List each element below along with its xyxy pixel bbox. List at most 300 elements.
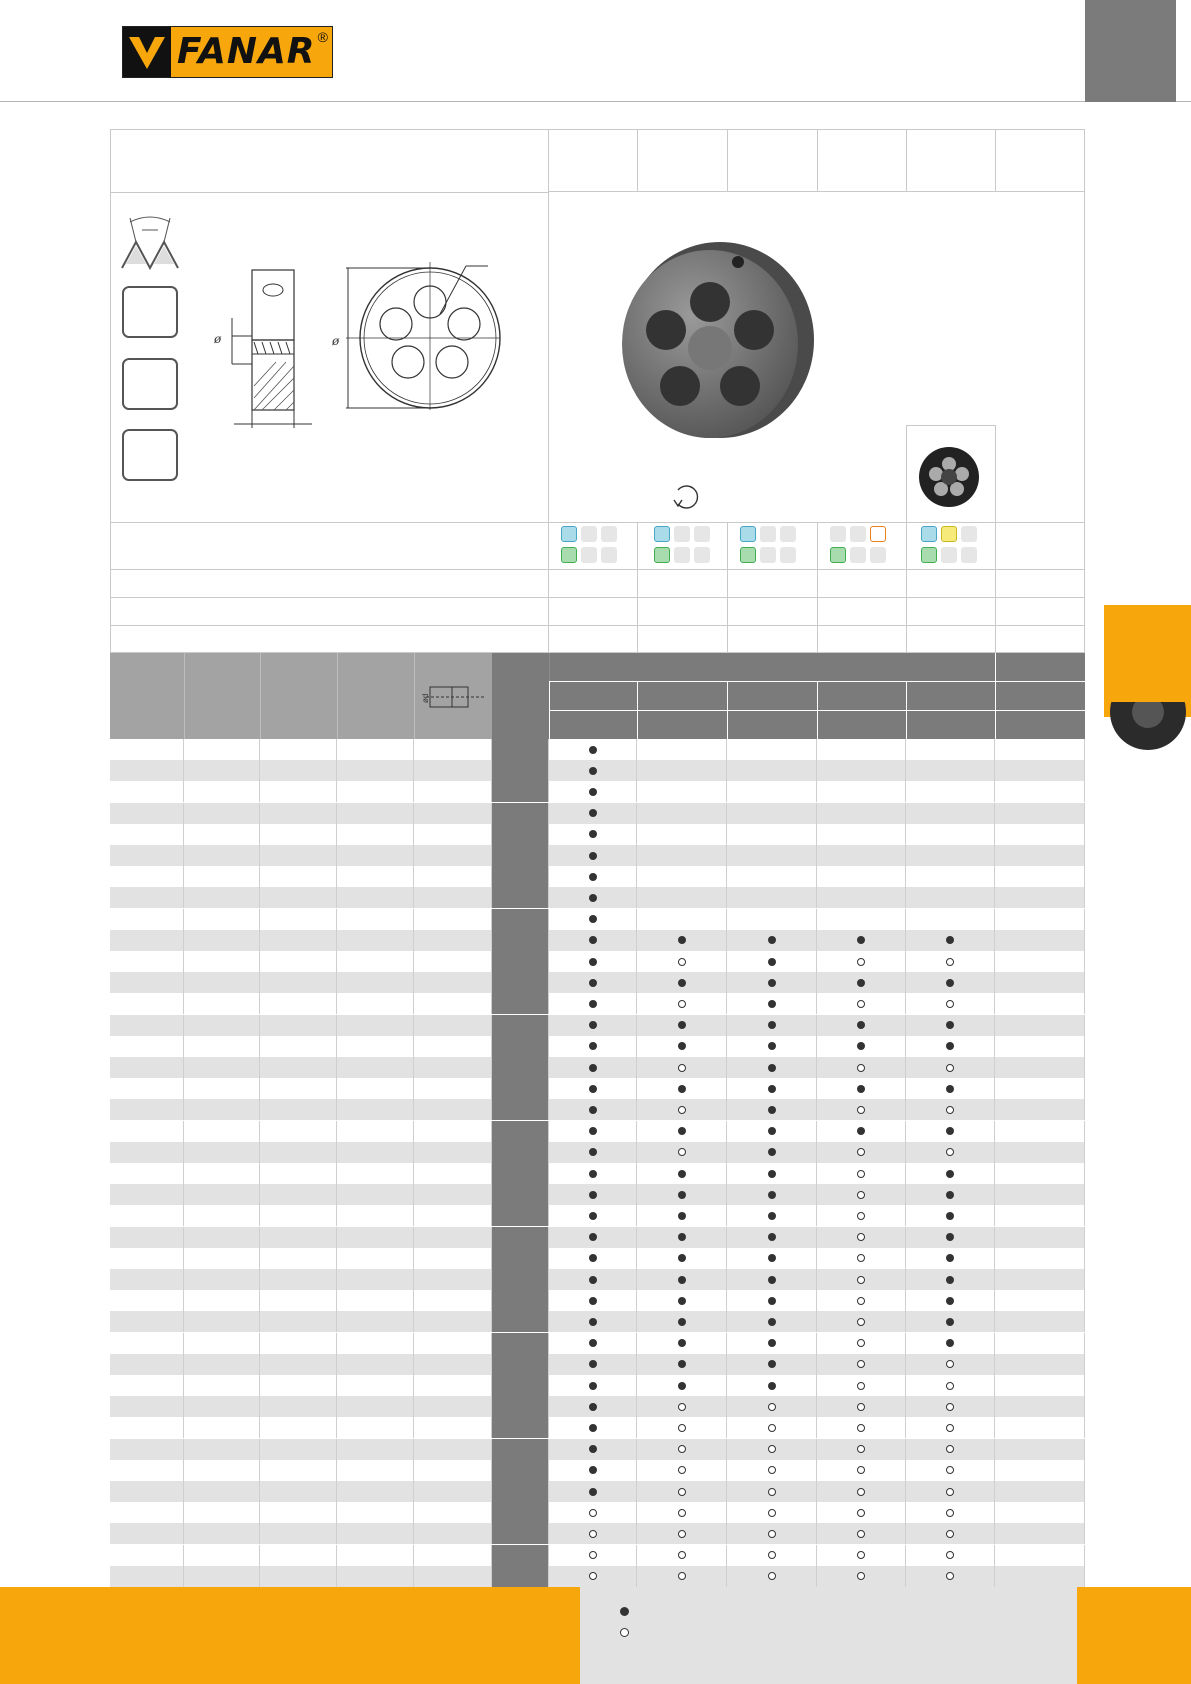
table-cell xyxy=(414,1523,492,1544)
available-dot xyxy=(946,1212,954,1220)
on-request-dot xyxy=(946,958,954,966)
on-request-dot xyxy=(768,1509,776,1517)
code-cell xyxy=(492,845,549,866)
availability-cell xyxy=(817,887,906,908)
availability-cell xyxy=(549,866,637,887)
table-cell xyxy=(110,1227,184,1248)
blank-box-icon xyxy=(122,286,178,338)
availability-cell xyxy=(549,1417,637,1438)
availability-cell xyxy=(817,1036,906,1057)
material-swatch xyxy=(601,547,617,563)
availability-cell xyxy=(817,845,906,866)
table-cell xyxy=(337,993,414,1014)
table-cell xyxy=(260,739,337,760)
availability-cell xyxy=(727,866,817,887)
availability-cell xyxy=(637,1439,727,1460)
availability-cell xyxy=(906,1502,995,1523)
available-dot xyxy=(768,1170,776,1178)
extra-cell xyxy=(995,1163,1085,1184)
on-request-dot xyxy=(768,1445,776,1453)
availability-cell xyxy=(817,1121,906,1142)
availability-cell xyxy=(906,1057,995,1078)
table-cell xyxy=(260,1460,337,1481)
table-cell xyxy=(260,1078,337,1099)
table-cell xyxy=(337,824,414,845)
code-cell xyxy=(492,930,549,951)
table-cell xyxy=(184,1545,260,1566)
brand-logo xyxy=(122,26,333,78)
available-dot xyxy=(589,809,597,817)
availability-cell xyxy=(637,824,727,845)
code-cell xyxy=(492,1036,549,1057)
availability-cell xyxy=(817,1057,906,1078)
table-cell xyxy=(337,1099,414,1120)
availability-cell xyxy=(727,739,817,760)
availability-cell xyxy=(637,1121,727,1142)
extra-cell xyxy=(995,930,1085,951)
availability-cell xyxy=(637,1566,727,1587)
availability-cell xyxy=(549,972,637,993)
availability-cell xyxy=(727,1036,817,1057)
availability-cell xyxy=(549,1375,637,1396)
available-dot xyxy=(768,1148,776,1156)
available-dot xyxy=(946,1085,954,1093)
available-dot xyxy=(589,979,597,987)
table-row xyxy=(110,993,1085,1014)
availability-cell xyxy=(906,1396,995,1417)
table-cell xyxy=(414,1248,492,1269)
availability-cell xyxy=(817,951,906,972)
code-cell xyxy=(492,1439,549,1460)
table-cell xyxy=(337,1354,414,1375)
rotation-arrow-icon xyxy=(668,482,700,510)
availability-cell xyxy=(906,1523,995,1544)
availability-cell xyxy=(817,1523,906,1544)
availability-cell xyxy=(727,803,817,824)
available-dot xyxy=(589,1170,597,1178)
availability-cell xyxy=(727,760,817,781)
table-cell xyxy=(260,1311,337,1332)
availability-cell xyxy=(727,781,817,802)
availability-cell xyxy=(817,993,906,1014)
available-dot xyxy=(589,1042,597,1050)
availability-cell xyxy=(817,1078,906,1099)
table-cell xyxy=(260,1545,337,1566)
available-dot xyxy=(768,1212,776,1220)
availability-cell xyxy=(549,1566,637,1587)
availability-cell xyxy=(727,1078,817,1099)
code-cell xyxy=(492,887,549,908)
table-cell xyxy=(184,1142,260,1163)
table-cell xyxy=(414,1184,492,1205)
availability-cell xyxy=(637,1311,727,1332)
availability-cell xyxy=(549,1015,637,1036)
availability-cell xyxy=(637,1269,727,1290)
code-cell xyxy=(492,1523,549,1544)
table-cell xyxy=(110,1396,184,1417)
extra-cell xyxy=(995,1460,1085,1481)
code-cell xyxy=(492,1057,549,1078)
code-cell xyxy=(492,760,549,781)
on-request-dot xyxy=(768,1572,776,1580)
table-cell xyxy=(184,1417,260,1438)
table-cell xyxy=(184,1184,260,1205)
table-cell xyxy=(414,1333,492,1354)
table-cell xyxy=(110,1545,184,1566)
availability-cell xyxy=(727,1121,817,1142)
table-cell xyxy=(337,1227,414,1248)
availability-cell xyxy=(906,1036,995,1057)
diameter-symbol: ø xyxy=(214,332,222,346)
table-cell xyxy=(260,1354,337,1375)
available-dot xyxy=(678,1382,686,1390)
table-cell xyxy=(184,1227,260,1248)
on-request-dot xyxy=(768,1403,776,1411)
available-dot xyxy=(857,1042,865,1050)
available-dot xyxy=(678,1318,686,1326)
table-row xyxy=(110,1227,1085,1248)
available-dot xyxy=(589,1000,597,1008)
availability-cell xyxy=(817,909,906,930)
table-cell xyxy=(337,887,414,908)
available-dot xyxy=(589,1148,597,1156)
available-dot xyxy=(589,1466,597,1474)
material-swatch xyxy=(694,547,710,563)
on-request-dot xyxy=(857,1064,865,1072)
footer-orange-left xyxy=(0,1587,580,1684)
extra-cell xyxy=(995,1015,1085,1036)
availability-cell xyxy=(906,866,995,887)
availability-cell xyxy=(727,1481,817,1502)
on-request-dot xyxy=(946,1106,954,1114)
table-cell xyxy=(184,803,260,824)
available-dot xyxy=(678,1042,686,1050)
table-row xyxy=(110,1290,1085,1311)
available-dot xyxy=(589,1212,597,1220)
on-request-dot xyxy=(857,1509,865,1517)
availability-cell xyxy=(727,1142,817,1163)
material-swatch xyxy=(740,526,756,542)
availability-cell xyxy=(549,1121,637,1142)
on-request-dot xyxy=(946,1572,954,1580)
table-cell xyxy=(260,760,337,781)
material-swatch xyxy=(581,526,597,542)
legend-on-request-dot xyxy=(620,1628,629,1637)
code-cell xyxy=(492,1099,549,1120)
material-swatch xyxy=(760,547,776,563)
availability-cell xyxy=(817,1227,906,1248)
availability-cell xyxy=(817,972,906,993)
table-cell xyxy=(110,1460,184,1481)
availability-cell xyxy=(549,1333,637,1354)
table-row xyxy=(110,1460,1085,1481)
extra-cell xyxy=(995,866,1085,887)
table-cell xyxy=(110,1099,184,1120)
availability-cell xyxy=(906,1269,995,1290)
available-dot xyxy=(678,979,686,987)
table-cell xyxy=(110,1036,184,1057)
table-cell xyxy=(337,930,414,951)
on-request-dot xyxy=(589,1572,597,1580)
extra-cell xyxy=(995,1354,1085,1375)
available-dot xyxy=(768,979,776,987)
on-request-dot xyxy=(589,1551,597,1559)
table-cell xyxy=(260,1502,337,1523)
on-request-dot xyxy=(857,1191,865,1199)
extra-cell xyxy=(995,1121,1085,1142)
table-row xyxy=(110,1142,1085,1163)
available-dot xyxy=(589,1403,597,1411)
table-row xyxy=(110,887,1085,908)
variant-subheader-cell xyxy=(637,682,727,710)
variant-subheader-cell xyxy=(727,682,817,710)
availability-cell xyxy=(727,972,817,993)
table-row xyxy=(110,1417,1085,1438)
extra-cell xyxy=(995,1057,1085,1078)
on-request-dot xyxy=(857,1212,865,1220)
material-swatch xyxy=(674,526,690,542)
available-dot xyxy=(946,1318,954,1326)
available-dot xyxy=(768,1191,776,1199)
extra-cell xyxy=(995,1375,1085,1396)
table-cell xyxy=(260,1523,337,1544)
available-dot xyxy=(768,958,776,966)
available-dot xyxy=(857,1021,865,1029)
available-dot xyxy=(678,1170,686,1178)
available-dot xyxy=(768,1085,776,1093)
availability-cell xyxy=(906,972,995,993)
availability-cell xyxy=(727,1354,817,1375)
table-cell xyxy=(337,1523,414,1544)
extra-cell xyxy=(995,1036,1085,1057)
table-row xyxy=(110,760,1085,781)
table-cell xyxy=(414,1227,492,1248)
available-dot xyxy=(589,1191,597,1199)
table-cell xyxy=(110,1354,184,1375)
table-cell xyxy=(414,951,492,972)
table-header-code xyxy=(492,653,549,739)
footer-orange-right xyxy=(1077,1587,1191,1684)
availability-cell xyxy=(906,1481,995,1502)
available-dot xyxy=(589,958,597,966)
available-dot xyxy=(589,852,597,860)
availability-cell xyxy=(817,1248,906,1269)
table-cell xyxy=(110,803,184,824)
availability-cell xyxy=(727,1333,817,1354)
table-row xyxy=(110,1078,1085,1099)
table-cell xyxy=(414,1163,492,1184)
available-dot xyxy=(946,979,954,987)
table-cell xyxy=(184,1036,260,1057)
availability-cell xyxy=(727,1566,817,1587)
table-cell xyxy=(337,1417,414,1438)
table-cell xyxy=(414,1057,492,1078)
table-row xyxy=(110,930,1085,951)
available-dot xyxy=(946,1170,954,1178)
table-cell xyxy=(184,1057,260,1078)
availability-cell xyxy=(906,1333,995,1354)
table-cell xyxy=(184,1099,260,1120)
on-request-dot xyxy=(678,1148,686,1156)
available-dot xyxy=(768,1382,776,1390)
availability-cell xyxy=(817,1333,906,1354)
material-swatch xyxy=(740,547,756,563)
availability-cell xyxy=(637,739,727,760)
on-request-dot xyxy=(678,1000,686,1008)
extra-cell xyxy=(995,1227,1085,1248)
availability-cell xyxy=(727,824,817,845)
table-cell xyxy=(110,1439,184,1460)
table-cell xyxy=(260,1396,337,1417)
availability-cell xyxy=(637,1290,727,1311)
available-dot xyxy=(589,1297,597,1305)
table-cell xyxy=(110,1248,184,1269)
table-cell xyxy=(110,1502,184,1523)
available-dot xyxy=(589,1233,597,1241)
material-swatch xyxy=(941,526,957,542)
side-section-tab[interactable] xyxy=(1104,605,1191,717)
available-dot xyxy=(946,1254,954,1262)
available-dot xyxy=(768,1233,776,1241)
on-request-dot xyxy=(857,1530,865,1538)
availability-cell xyxy=(727,1375,817,1396)
available-dot xyxy=(589,915,597,923)
table-cell xyxy=(184,1566,260,1587)
table-cell xyxy=(110,1290,184,1311)
extra-cell xyxy=(995,1290,1085,1311)
availability-cell xyxy=(549,1311,637,1332)
code-cell xyxy=(492,824,549,845)
availability-cell xyxy=(817,1015,906,1036)
table-cell xyxy=(184,972,260,993)
table-cell xyxy=(184,845,260,866)
available-dot xyxy=(589,1488,597,1496)
table-cell xyxy=(260,1375,337,1396)
material-swatch xyxy=(830,547,846,563)
available-dot xyxy=(678,936,686,944)
table-cell xyxy=(184,1078,260,1099)
table-cell xyxy=(184,887,260,908)
code-cell xyxy=(492,1481,549,1502)
material-swatch xyxy=(961,526,977,542)
table-cell xyxy=(414,1396,492,1417)
code-cell xyxy=(492,866,549,887)
availability-cell xyxy=(906,739,995,760)
table-cell xyxy=(337,1460,414,1481)
availability-cell xyxy=(549,1248,637,1269)
available-dot xyxy=(589,1085,597,1093)
availability-cell xyxy=(727,1460,817,1481)
available-dot xyxy=(678,1191,686,1199)
table-row xyxy=(110,1311,1085,1332)
availability-cell xyxy=(906,1354,995,1375)
table-cell xyxy=(337,1184,414,1205)
table-cell xyxy=(260,887,337,908)
availability-cell xyxy=(817,1502,906,1523)
on-request-dot xyxy=(857,1466,865,1474)
table-cell xyxy=(110,1269,184,1290)
table-cell xyxy=(414,1311,492,1332)
table-cell xyxy=(414,803,492,824)
material-swatch xyxy=(561,547,577,563)
table-cell xyxy=(414,1566,492,1587)
availability-cell xyxy=(637,760,727,781)
availability-cell xyxy=(549,1227,637,1248)
on-request-dot xyxy=(857,958,865,966)
table-cell xyxy=(337,1396,414,1417)
extra-cell xyxy=(995,1502,1085,1523)
on-request-dot xyxy=(946,1509,954,1517)
on-request-dot xyxy=(946,1551,954,1559)
table-cell xyxy=(110,866,184,887)
availability-cell xyxy=(906,803,995,824)
table-cell xyxy=(184,930,260,951)
availability-cell xyxy=(906,1417,995,1438)
availability-cell xyxy=(637,909,727,930)
availability-cell xyxy=(727,1269,817,1290)
availability-cell xyxy=(817,760,906,781)
available-dot xyxy=(946,1233,954,1241)
on-request-dot xyxy=(678,1445,686,1453)
table-cell xyxy=(337,1269,414,1290)
code-cell xyxy=(492,1227,549,1248)
available-dot xyxy=(589,1064,597,1072)
on-request-dot xyxy=(946,1000,954,1008)
code-cell xyxy=(492,1078,549,1099)
extra-cell xyxy=(995,972,1085,993)
code-cell xyxy=(492,1184,549,1205)
code-cell xyxy=(492,1205,549,1226)
availability-cell xyxy=(727,1205,817,1226)
table-row xyxy=(110,1354,1085,1375)
available-dot xyxy=(768,1360,776,1368)
on-request-dot xyxy=(678,1424,686,1432)
availability-cell xyxy=(817,1311,906,1332)
on-request-dot xyxy=(857,1360,865,1368)
table-cell xyxy=(110,739,184,760)
table-cell xyxy=(414,824,492,845)
availability-cell xyxy=(637,1545,727,1566)
table-cell xyxy=(184,1460,260,1481)
availability-cell xyxy=(817,866,906,887)
table-cell xyxy=(184,1502,260,1523)
available-dot xyxy=(768,1106,776,1114)
table-cell xyxy=(414,993,492,1014)
on-request-dot xyxy=(678,1551,686,1559)
availability-cell xyxy=(637,1142,727,1163)
table-row xyxy=(110,739,1085,760)
availability-cell xyxy=(727,1439,817,1460)
availability-cell xyxy=(817,1545,906,1566)
available-dot xyxy=(768,1276,776,1284)
on-request-dot xyxy=(857,1445,865,1453)
code-cell xyxy=(492,1354,549,1375)
availability-cell xyxy=(817,1269,906,1290)
table-cell xyxy=(184,1121,260,1142)
code-cell xyxy=(492,972,549,993)
blank-box-icon xyxy=(122,429,178,481)
on-request-dot xyxy=(768,1466,776,1474)
on-request-dot xyxy=(857,1276,865,1284)
table-cell xyxy=(260,1566,337,1587)
material-swatch xyxy=(760,526,776,542)
availability-cell xyxy=(549,1099,637,1120)
table-row xyxy=(110,1523,1085,1544)
extra-cell xyxy=(995,1417,1085,1438)
available-dot xyxy=(946,1042,954,1050)
table-cell xyxy=(414,1417,492,1438)
available-dot xyxy=(678,1360,686,1368)
